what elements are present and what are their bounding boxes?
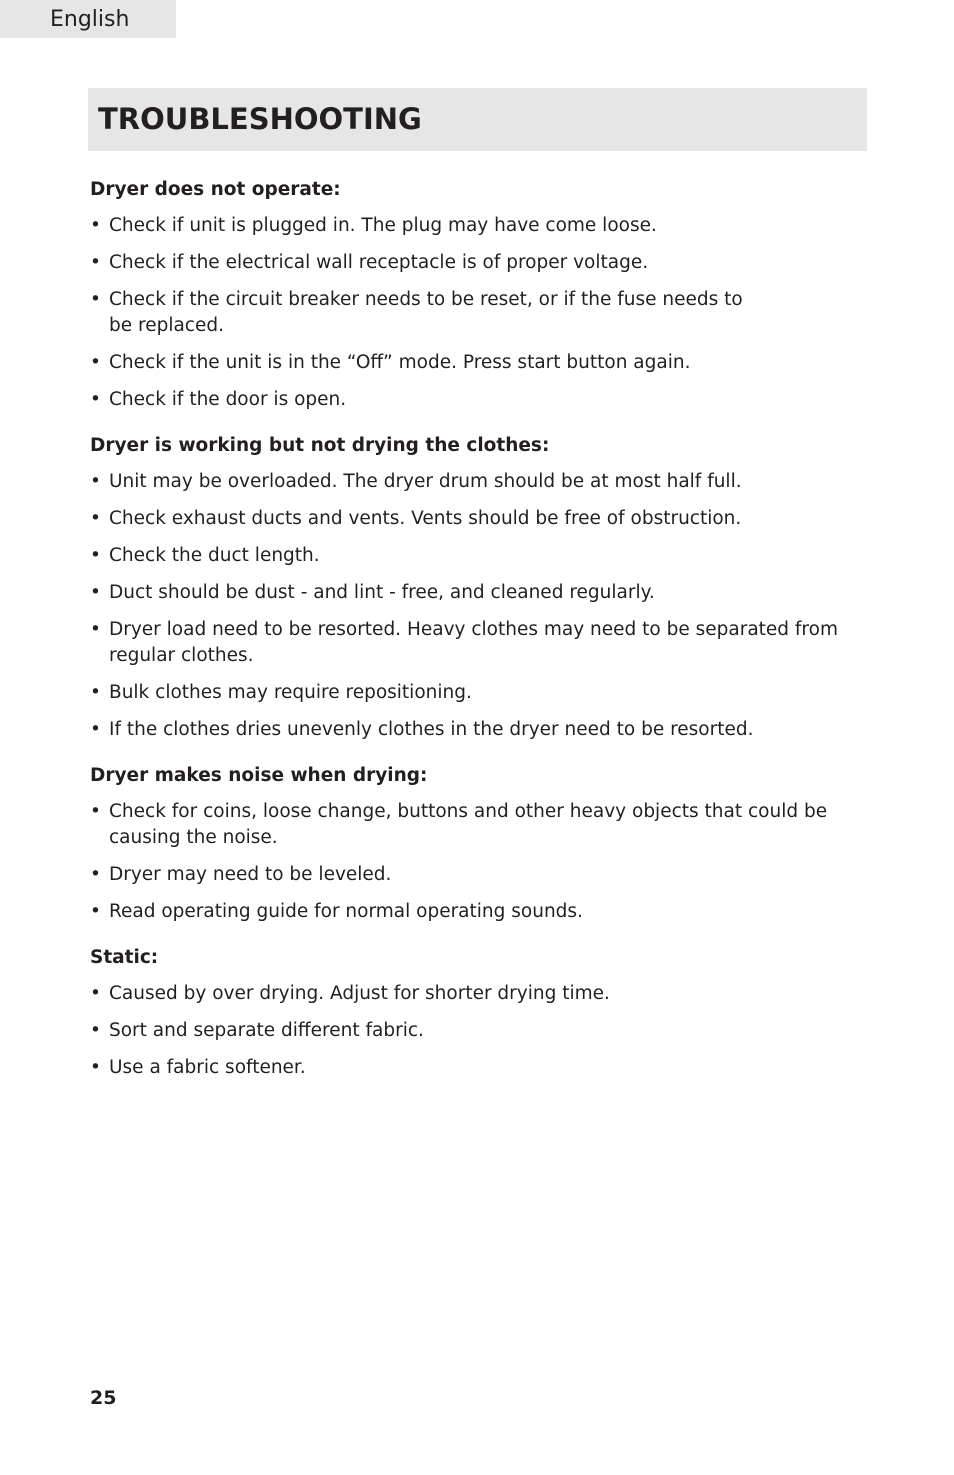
- bullet-icon: •: [90, 983, 101, 1004]
- list-item-text: Caused by over drying. Adjust for shorter drying time.: [109, 983, 610, 1004]
- section-dryer-does-not-operate: [90, 177, 870, 413]
- list-item-text: Read operating guide for normal operating sounds.: [109, 901, 583, 922]
- language-tab: English: [0, 0, 176, 38]
- troubleshooting-content: [90, 177, 870, 1101]
- list-item: [90, 350, 870, 376]
- bullet-icon: •: [90, 719, 101, 740]
- list-item-text: Check if unit is plugged in. The plug may have come loose.: [109, 215, 657, 236]
- bullet-list: [90, 981, 870, 1081]
- bullet-icon: •: [90, 252, 101, 273]
- list-item: [90, 680, 870, 706]
- bullet-icon: •: [90, 215, 101, 236]
- list-item: [90, 387, 870, 413]
- section-heading: Dryer makes noise when drying:: [90, 765, 428, 786]
- bullet-icon: •: [90, 801, 101, 822]
- section-not-drying: [90, 433, 870, 743]
- list-item: [90, 213, 870, 239]
- list-item-text: Sort and separate different fabric.: [109, 1020, 424, 1041]
- page-number: 25: [90, 1387, 117, 1409]
- list-item: [90, 1055, 870, 1081]
- bullet-icon: •: [90, 508, 101, 529]
- section-makes-noise: [90, 763, 870, 925]
- list-item: [90, 981, 870, 1007]
- bullet-icon: •: [90, 901, 101, 922]
- bullet-list: [90, 799, 870, 925]
- list-item: [90, 543, 870, 569]
- bullet-icon: •: [90, 1020, 101, 1041]
- list-item-text: Check for coins, loose change, buttons and other heavy objects that could be causing the noise.: [109, 801, 828, 848]
- list-item: [90, 799, 889, 851]
- list-item-text: Dryer load need to be resorted. Heavy clothes may need to be separated from regular clothes.: [109, 619, 838, 666]
- bullet-list: [90, 469, 870, 743]
- section-heading: Dryer is working but not drying the clothes:: [90, 435, 550, 456]
- list-item-text: Check if the circuit breaker needs to be reset, or if the fuse needs to be replaced.: [109, 289, 743, 336]
- list-item-text: Unit may be overloaded. The dryer drum should be at most half full.: [109, 471, 742, 492]
- list-item: [90, 580, 870, 606]
- list-item: [90, 617, 849, 669]
- list-item: [90, 1018, 870, 1044]
- list-item-text: Duct should be dust - and lint - free, and cleaned regularly.: [109, 582, 655, 603]
- bullet-icon: •: [90, 389, 101, 410]
- list-item: [90, 469, 870, 495]
- section-heading: Static:: [90, 947, 159, 968]
- list-item: [90, 717, 870, 743]
- list-item: [90, 862, 870, 888]
- list-item-text: Check the duct length.: [109, 545, 320, 566]
- bullet-icon: •: [90, 582, 101, 603]
- list-item-text: Bulk clothes may require repositioning.: [109, 682, 472, 703]
- list-item: [90, 287, 769, 339]
- list-item-text: If the clothes dries unevenly clothes in the dryer need to be resorted.: [109, 719, 754, 740]
- bullet-list: [90, 213, 870, 413]
- bullet-icon: •: [90, 289, 101, 310]
- bullet-icon: •: [90, 471, 101, 492]
- section-heading: Dryer does not operate:: [90, 179, 341, 200]
- list-item-text: Check if the unit is in the “Off” mode. Press start button again.: [109, 352, 691, 373]
- bullet-icon: •: [90, 864, 101, 885]
- list-item: [90, 250, 870, 276]
- bullet-icon: •: [90, 682, 101, 703]
- list-item: [90, 506, 870, 532]
- page-title: TROUBLESHOOTING: [98, 102, 422, 136]
- list-item-text: Dryer may need to be leveled.: [109, 864, 392, 885]
- list-item-text: Check if the electrical wall receptacle is of proper voltage.: [109, 252, 649, 273]
- bullet-icon: •: [90, 352, 101, 373]
- section-static: [90, 945, 870, 1081]
- list-item-text: Check exhaust ducts and vents. Vents should be free of obstruction.: [109, 508, 742, 529]
- bullet-icon: •: [90, 1057, 101, 1078]
- list-item-text: Check if the door is open.: [109, 389, 347, 410]
- list-item-text: Use a fabric softener.: [109, 1057, 306, 1078]
- list-item: [90, 899, 870, 925]
- bullet-icon: •: [90, 619, 101, 640]
- title-bar: [88, 88, 867, 151]
- bullet-icon: •: [90, 545, 101, 566]
